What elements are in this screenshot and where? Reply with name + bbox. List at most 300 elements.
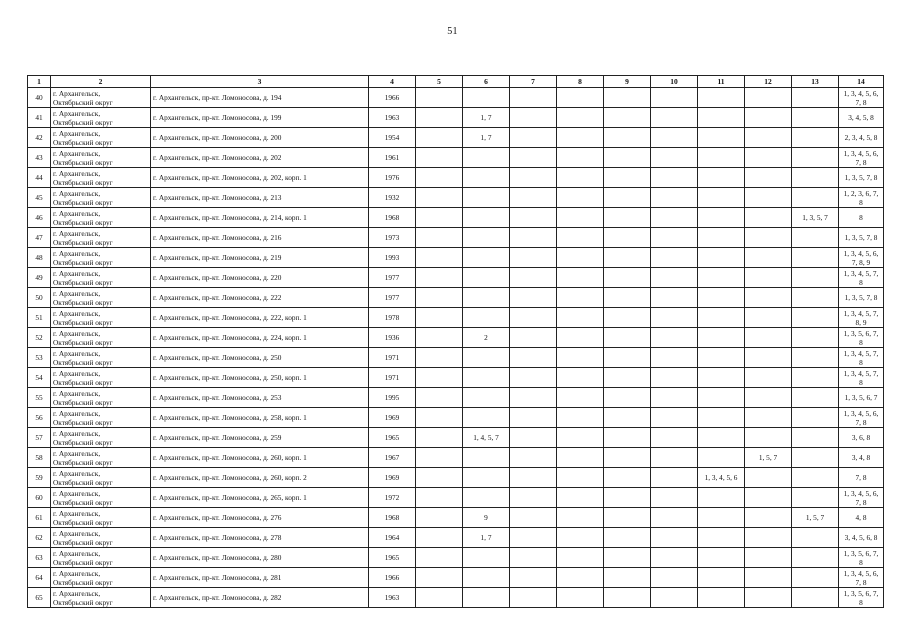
table-row [28, 588, 884, 608]
table-cell [792, 348, 839, 368]
table-cell [557, 368, 604, 388]
table-cell [651, 308, 698, 328]
table-cell: 1, 4, 5, 7 [463, 428, 510, 448]
table-cell [604, 88, 651, 108]
table-row [28, 508, 884, 528]
column-header: 1 [28, 76, 51, 88]
table-cell [510, 348, 557, 368]
table-cell: 1965 [369, 548, 416, 568]
table-cell [604, 488, 651, 508]
table-cell [510, 388, 557, 408]
table-cell [698, 568, 745, 588]
table-cell [698, 268, 745, 288]
table-cell: 45 [28, 188, 51, 208]
table-cell: г. Архангельск, пр-кт. Ломоносова, д. 280 [151, 548, 369, 568]
table-cell [651, 228, 698, 248]
table-cell [604, 328, 651, 348]
table-cell: 1, 3, 5, 6, 7, 8 [839, 328, 884, 348]
table-cell: 1954 [369, 128, 416, 148]
table-cell [651, 288, 698, 308]
table-cell: 1, 3, 5, 7 [792, 208, 839, 228]
table-cell [604, 588, 651, 608]
table-cell [745, 288, 792, 308]
table-cell: 51 [28, 308, 51, 328]
table-cell: 1, 3, 4, 5, 7, 8 [839, 368, 884, 388]
table-cell [792, 288, 839, 308]
table-cell: 1977 [369, 288, 416, 308]
table-cell [416, 428, 463, 448]
table-row [28, 408, 884, 428]
table-cell [510, 88, 557, 108]
table-cell [416, 368, 463, 388]
table-cell [416, 528, 463, 548]
table-cell: 1966 [369, 88, 416, 108]
table-cell: г. Архангельск, Октябрьский округ [51, 488, 151, 508]
table-cell: г. Архангельск, пр-кт. Ломоносова, д. 219 [151, 248, 369, 268]
column-header: 3 [151, 76, 369, 88]
table-cell [557, 288, 604, 308]
column-header: 4 [369, 76, 416, 88]
table-cell [463, 308, 510, 328]
table-cell [698, 368, 745, 388]
table-cell [651, 508, 698, 528]
table-cell [651, 108, 698, 128]
table-cell [651, 368, 698, 388]
table-cell [557, 328, 604, 348]
table-cell [792, 488, 839, 508]
table-row [28, 248, 884, 268]
table-row [28, 448, 884, 468]
table-cell [745, 328, 792, 348]
table-cell [604, 468, 651, 488]
table-cell: 54 [28, 368, 51, 388]
table-cell: г. Архангельск, Октябрьский округ [51, 568, 151, 588]
table-row [28, 148, 884, 168]
table-cell [651, 168, 698, 188]
table-cell [463, 288, 510, 308]
table-cell [792, 188, 839, 208]
table-cell [604, 268, 651, 288]
table-cell [510, 428, 557, 448]
table-cell: 52 [28, 328, 51, 348]
table-cell [557, 168, 604, 188]
table-cell [698, 188, 745, 208]
table-cell: 1966 [369, 568, 416, 588]
table-cell [510, 128, 557, 148]
table-cell: 1963 [369, 588, 416, 608]
table-cell [557, 548, 604, 568]
table-cell [792, 228, 839, 248]
table-cell: 1, 3, 4, 5, 7, 8 [839, 268, 884, 288]
table-cell: г. Архангельск, Октябрьский округ [51, 268, 151, 288]
table-cell [416, 488, 463, 508]
table-cell [510, 208, 557, 228]
table-cell: 1, 3, 4, 5, 7, 8, 9 [839, 308, 884, 328]
table-cell [698, 548, 745, 568]
table-cell [463, 348, 510, 368]
table-row [28, 368, 884, 388]
table-row [28, 528, 884, 548]
table-cell [745, 548, 792, 568]
table-cell: 1963 [369, 108, 416, 128]
table-cell [651, 128, 698, 148]
table-cell [510, 468, 557, 488]
table-cell: 50 [28, 288, 51, 308]
table-cell: г. Архангельск, Октябрьский округ [51, 328, 151, 348]
table-cell: 41 [28, 108, 51, 128]
table-cell [698, 528, 745, 548]
table-cell [463, 548, 510, 568]
table-cell: г. Архангельск, Октябрьский округ [51, 108, 151, 128]
table-cell [463, 588, 510, 608]
table-cell [557, 308, 604, 328]
table-cell: г. Архангельск, пр-кт. Ломоносова, д. 265, корп. 1 [151, 488, 369, 508]
column-header: 12 [745, 76, 792, 88]
table-cell: г. Архангельск, Октябрьский округ [51, 468, 151, 488]
table-cell: г. Архангельск, пр-кт. Ломоносова, д. 260, корп. 2 [151, 468, 369, 488]
table-cell [557, 588, 604, 608]
table-cell: г. Архангельск, Октябрьский округ [51, 368, 151, 388]
table-cell [416, 288, 463, 308]
column-header: 9 [604, 76, 651, 88]
table-cell [510, 448, 557, 468]
table-cell: г. Архангельск, Октябрьский округ [51, 588, 151, 608]
table-cell: 62 [28, 528, 51, 548]
table-cell [510, 588, 557, 608]
table-row [28, 268, 884, 288]
table-cell: 1, 2, 3, 6, 7, 8 [839, 188, 884, 208]
table-cell: г. Архангельск, Октябрьский округ [51, 148, 151, 168]
table-cell [510, 268, 557, 288]
table-cell [416, 548, 463, 568]
table-cell: г. Архангельск, Октябрьский округ [51, 128, 151, 148]
table-cell [604, 428, 651, 448]
table-cell [463, 168, 510, 188]
table-cell [745, 248, 792, 268]
table-cell [651, 268, 698, 288]
table-cell: г. Архангельск, Октябрьский округ [51, 168, 151, 188]
table-cell: 1995 [369, 388, 416, 408]
table-cell [604, 248, 651, 268]
table-cell [510, 188, 557, 208]
table-cell [792, 168, 839, 188]
table-cell [463, 248, 510, 268]
table-cell [604, 568, 651, 588]
table-row [28, 548, 884, 568]
table-cell: 1, 3, 4, 5, 6, 7, 8, 9 [839, 248, 884, 268]
table-cell: 7, 8 [839, 468, 884, 488]
table-cell [557, 208, 604, 228]
table-cell [792, 108, 839, 128]
table-cell: 1, 3, 5, 7, 8 [839, 288, 884, 308]
table-cell: г. Архангельск, пр-кт. Ломоносова, д. 276 [151, 508, 369, 528]
table-cell: 1969 [369, 408, 416, 428]
table-row [28, 208, 884, 228]
table-cell: г. Архангельск, пр-кт. Ломоносова, д. 281 [151, 568, 369, 588]
table-cell: 1, 3, 5, 6, 7 [839, 388, 884, 408]
table-row [28, 468, 884, 488]
table-cell: 2, 3, 4, 5, 8 [839, 128, 884, 148]
table-cell [510, 248, 557, 268]
table-cell: 1, 3, 4, 5, 6, 7, 8 [839, 148, 884, 168]
table-cell [416, 88, 463, 108]
table-cell [651, 588, 698, 608]
table-cell [557, 248, 604, 268]
table-cell [745, 388, 792, 408]
table-cell [651, 88, 698, 108]
table-cell [604, 168, 651, 188]
table-cell [604, 368, 651, 388]
table-cell [557, 128, 604, 148]
table-cell [651, 548, 698, 568]
table-cell [604, 408, 651, 428]
table-cell [651, 208, 698, 228]
table-cell: г. Архангельск, Октябрьский округ [51, 508, 151, 528]
table-cell: 1, 7 [463, 108, 510, 128]
table-cell [557, 428, 604, 448]
table-cell [510, 148, 557, 168]
table-row [28, 428, 884, 448]
table-cell: г. Архангельск, пр-кт. Ломоносова, д. 224, корп. 1 [151, 328, 369, 348]
table-cell [651, 328, 698, 348]
table-cell [745, 528, 792, 548]
table-cell: г. Архангельск, Октябрьский округ [51, 388, 151, 408]
column-header: 5 [416, 76, 463, 88]
table-cell: 1968 [369, 508, 416, 528]
table-cell [792, 548, 839, 568]
table-cell: 1, 5, 7 [745, 448, 792, 468]
table-cell: 1, 3, 4, 5, 7, 8 [839, 348, 884, 368]
table-cell: 8 [839, 208, 884, 228]
table-cell [792, 448, 839, 468]
table-cell [792, 568, 839, 588]
table-cell: 1, 3, 5, 6, 7, 8 [839, 548, 884, 568]
table-cell: г. Архангельск, пр-кт. Ломоносова, д. 282 [151, 588, 369, 608]
table-cell [557, 108, 604, 128]
table-cell: 43 [28, 148, 51, 168]
table-cell: 63 [28, 548, 51, 568]
table-cell [745, 108, 792, 128]
table-cell [416, 468, 463, 488]
table-cell [557, 228, 604, 248]
table-row [28, 388, 884, 408]
table-cell: г. Архангельск, пр-кт. Ломоносова, д. 213 [151, 188, 369, 208]
table-cell [792, 468, 839, 488]
table-cell: 1967 [369, 448, 416, 468]
table-cell [745, 588, 792, 608]
column-header: 10 [651, 76, 698, 88]
table-cell: 61 [28, 508, 51, 528]
table-cell: 1977 [369, 268, 416, 288]
table-cell [745, 208, 792, 228]
table-cell [604, 128, 651, 148]
table-cell [651, 348, 698, 368]
table-cell: 1978 [369, 308, 416, 328]
table-cell: г. Архангельск, пр-кт. Ломоносова, д. 220 [151, 268, 369, 288]
table-cell [463, 148, 510, 168]
table-cell: 57 [28, 428, 51, 448]
housing-table [27, 75, 884, 608]
table-cell [416, 248, 463, 268]
table-cell: г. Архангельск, Октябрьский округ [51, 188, 151, 208]
table-cell: г. Архангельск, Октябрьский округ [51, 88, 151, 108]
column-header: 14 [839, 76, 884, 88]
table-cell [651, 528, 698, 548]
table-header-row [28, 76, 884, 88]
table-cell [698, 168, 745, 188]
table-cell [745, 168, 792, 188]
table-cell: г. Архангельск, Октябрьский округ [51, 408, 151, 428]
table-cell: 40 [28, 88, 51, 108]
table-cell: 1976 [369, 168, 416, 188]
table-cell [792, 368, 839, 388]
table-cell: г. Архангельск, пр-кт. Ломоносова, д. 258, корп. 1 [151, 408, 369, 428]
table-cell [416, 268, 463, 288]
table-cell [510, 368, 557, 388]
table-cell: г. Архангельск, пр-кт. Ломоносова, д. 250 [151, 348, 369, 368]
table-cell [651, 188, 698, 208]
table-cell [698, 508, 745, 528]
table-cell [604, 548, 651, 568]
table-cell [604, 228, 651, 248]
table-cell [745, 88, 792, 108]
table-cell: 1, 3, 5, 7, 8 [839, 228, 884, 248]
table-cell [604, 288, 651, 308]
table-row [28, 228, 884, 248]
table-cell [604, 188, 651, 208]
table-cell [698, 208, 745, 228]
table-cell [416, 308, 463, 328]
table-cell [510, 308, 557, 328]
table-cell: г. Архангельск, пр-кт. Ломоносова, д. 222, корп. 1 [151, 308, 369, 328]
table-cell [604, 528, 651, 548]
table-cell [463, 408, 510, 428]
table-cell: 1973 [369, 228, 416, 248]
table-cell [604, 108, 651, 128]
table-cell: 1936 [369, 328, 416, 348]
table-cell [651, 388, 698, 408]
table-cell [698, 428, 745, 448]
table-body [28, 88, 884, 608]
table-cell [745, 228, 792, 248]
table-cell [792, 408, 839, 428]
table-cell: 53 [28, 348, 51, 368]
table-row [28, 348, 884, 368]
table-cell [745, 428, 792, 448]
table-cell: 65 [28, 588, 51, 608]
table-cell: г. Архангельск, пр-кт. Ломоносова, д. 250, корп. 1 [151, 368, 369, 388]
table-row [28, 188, 884, 208]
table-cell [698, 488, 745, 508]
table-cell: 1971 [369, 348, 416, 368]
table-cell: г. Архангельск, пр-кт. Ломоносова, д. 278 [151, 528, 369, 548]
table-cell: 42 [28, 128, 51, 148]
table-cell [792, 588, 839, 608]
table-cell: 1932 [369, 188, 416, 208]
table-cell [416, 508, 463, 528]
table-cell [745, 568, 792, 588]
table-cell: г. Архангельск, пр-кт. Ломоносова, д. 214, корп. 1 [151, 208, 369, 228]
table-cell: 64 [28, 568, 51, 588]
table-cell [698, 108, 745, 128]
table-row [28, 128, 884, 148]
table-cell: 1, 3, 4, 5, 6, 7, 8 [839, 568, 884, 588]
table-cell [557, 468, 604, 488]
table-cell [745, 488, 792, 508]
table-cell [745, 268, 792, 288]
table-cell [604, 388, 651, 408]
table-cell: 4, 8 [839, 508, 884, 528]
table-cell [651, 468, 698, 488]
table-cell [698, 588, 745, 608]
table-cell [557, 148, 604, 168]
table-cell: г. Архангельск, Октябрьский округ [51, 208, 151, 228]
table-cell: г. Архангельск, пр-кт. Ломоносова, д. 260, корп. 1 [151, 448, 369, 468]
table-cell [416, 588, 463, 608]
table-cell [698, 288, 745, 308]
table-cell: г. Архангельск, Октябрьский округ [51, 228, 151, 248]
table-cell [745, 508, 792, 528]
table-cell: г. Архангельск, пр-кт. Ломоносова, д. 199 [151, 108, 369, 128]
table-cell [463, 388, 510, 408]
table-cell [604, 448, 651, 468]
table-cell [651, 428, 698, 448]
table-cell [604, 148, 651, 168]
table-cell [792, 428, 839, 448]
table-cell [557, 528, 604, 548]
table-cell [698, 328, 745, 348]
table-cell [604, 508, 651, 528]
table-cell [651, 448, 698, 468]
table-row [28, 88, 884, 108]
table-cell: г. Архангельск, пр-кт. Ломоносова, д. 259 [151, 428, 369, 448]
table-cell: г. Архангельск, пр-кт. Ломоносова, д. 253 [151, 388, 369, 408]
table-cell [698, 448, 745, 468]
table-cell [463, 188, 510, 208]
table-cell: 1971 [369, 368, 416, 388]
table-cell [416, 128, 463, 148]
table-cell [698, 88, 745, 108]
table-cell [792, 528, 839, 548]
table-cell: 1993 [369, 248, 416, 268]
table-cell [651, 408, 698, 428]
table-cell: 55 [28, 388, 51, 408]
table-cell: 56 [28, 408, 51, 428]
table-cell [557, 568, 604, 588]
table-cell: 1, 3, 5, 6, 7, 8 [839, 588, 884, 608]
table-cell: 60 [28, 488, 51, 508]
table-cell: 2 [463, 328, 510, 348]
table-cell: 1, 3, 4, 5, 6, 7, 8 [839, 408, 884, 428]
table-cell: 1968 [369, 208, 416, 228]
table-cell [510, 328, 557, 348]
table-cell [510, 168, 557, 188]
table-cell: 49 [28, 268, 51, 288]
table-cell [698, 148, 745, 168]
table-cell [416, 148, 463, 168]
table-cell [745, 148, 792, 168]
table-cell [698, 248, 745, 268]
table-cell [416, 188, 463, 208]
table-cell [792, 128, 839, 148]
table-cell [463, 268, 510, 288]
table-cell [463, 568, 510, 588]
table-cell [510, 408, 557, 428]
table-cell: 9 [463, 508, 510, 528]
table-row [28, 288, 884, 308]
table-cell: 3, 4, 5, 8 [839, 108, 884, 128]
table-cell: 3, 4, 8 [839, 448, 884, 468]
